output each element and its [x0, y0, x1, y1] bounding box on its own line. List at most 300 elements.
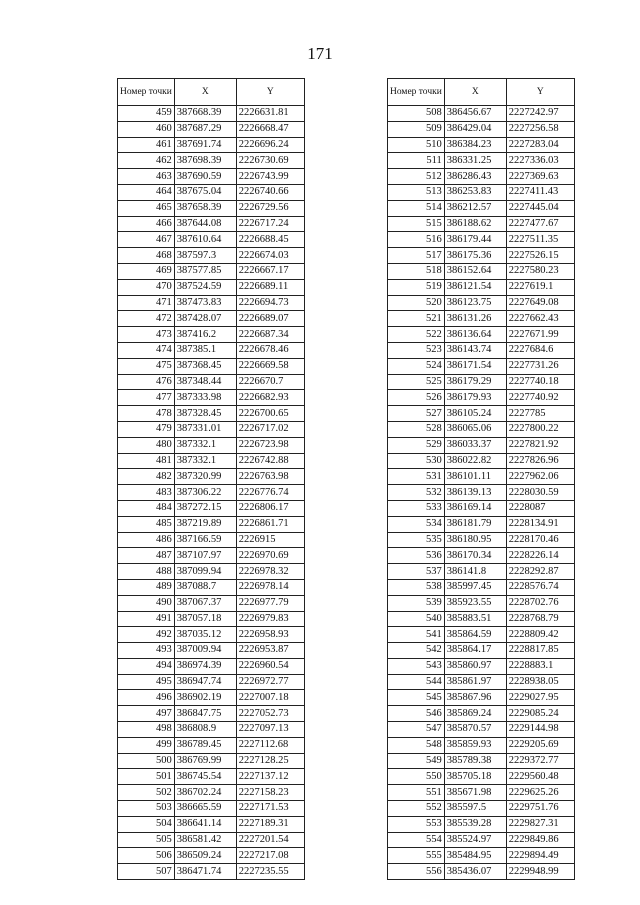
x-coordinate-cell: 387099.94 [174, 564, 236, 580]
point-number-cell: 487 [118, 548, 175, 564]
y-coordinate-cell: 2229144.98 [506, 722, 574, 738]
point-number-cell: 473 [118, 327, 175, 343]
table-row [388, 342, 575, 358]
point-number-cell: 523 [388, 342, 445, 358]
y-coordinate-cell: 2227336.03 [506, 153, 574, 169]
table-row [388, 816, 575, 832]
point-number-cell: 502 [118, 785, 175, 801]
y-coordinate-cell: 2228170.46 [506, 532, 574, 548]
point-number-cell: 553 [388, 816, 445, 832]
x-coordinate-cell: 387057.18 [174, 611, 236, 627]
y-coordinate-cell: 2227137.12 [236, 769, 304, 785]
table-row [118, 216, 305, 232]
y-coordinate-cell: 2226763.98 [236, 469, 304, 485]
x-coordinate-cell: 386808.9 [174, 722, 236, 738]
point-number-cell: 472 [118, 311, 175, 327]
table-row [388, 532, 575, 548]
table-row [118, 706, 305, 722]
y-coordinate-cell: 2227962.06 [506, 469, 574, 485]
y-coordinate-cell: 2227242.97 [506, 106, 574, 122]
point-number-cell: 556 [388, 864, 445, 880]
y-coordinate-cell: 2226631.81 [236, 106, 304, 122]
point-number-cell: 506 [118, 848, 175, 864]
table-row [388, 769, 575, 785]
coordinates-table-right [387, 78, 575, 880]
x-coordinate-cell: 385597.5 [444, 801, 506, 817]
table-row [388, 611, 575, 627]
table-row [388, 263, 575, 279]
point-number-cell: 461 [118, 137, 175, 153]
table-row [118, 848, 305, 864]
y-coordinate-cell: 2228809.42 [506, 627, 574, 643]
table-row [388, 627, 575, 643]
point-number-cell: 552 [388, 801, 445, 817]
y-coordinate-cell: 2226743.99 [236, 169, 304, 185]
point-number-cell: 543 [388, 658, 445, 674]
point-number-cell: 521 [388, 311, 445, 327]
table-row [118, 753, 305, 769]
x-coordinate-cell: 387691.74 [174, 137, 236, 153]
x-coordinate-cell: 386101.11 [444, 469, 506, 485]
point-number-cell: 524 [388, 358, 445, 374]
point-number-cell: 510 [388, 137, 445, 153]
point-number-cell: 464 [118, 184, 175, 200]
table-row [118, 200, 305, 216]
x-coordinate-cell: 386212.57 [444, 200, 506, 216]
x-coordinate-cell: 386179.29 [444, 374, 506, 390]
x-coordinate-cell: 387088.7 [174, 579, 236, 595]
y-coordinate-cell: 2226687.34 [236, 327, 304, 343]
table-row [388, 564, 575, 580]
x-coordinate-cell: 387428.07 [174, 311, 236, 327]
x-coordinate-cell: 387698.39 [174, 153, 236, 169]
y-coordinate-cell: 2227369.63 [506, 169, 574, 185]
table-row [118, 232, 305, 248]
y-coordinate-cell: 2227684.6 [506, 342, 574, 358]
y-coordinate-cell: 2228292.87 [506, 564, 574, 580]
point-number-cell: 491 [118, 611, 175, 627]
y-coordinate-cell: 2226960.54 [236, 658, 304, 674]
table-row [388, 232, 575, 248]
x-coordinate-cell: 386136.64 [444, 327, 506, 343]
x-coordinate-cell: 387306.22 [174, 485, 236, 501]
y-coordinate-cell: 2228226.14 [506, 548, 574, 564]
y-coordinate-cell: 2226689.07 [236, 311, 304, 327]
point-number-cell: 522 [388, 327, 445, 343]
table-row [388, 832, 575, 848]
point-number-cell: 490 [118, 595, 175, 611]
coordinates-body-right [388, 106, 575, 880]
point-number-cell: 503 [118, 801, 175, 817]
point-number-cell: 528 [388, 421, 445, 437]
x-coordinate-cell: 386471.74 [174, 864, 236, 880]
y-coordinate-cell: 2226958.93 [236, 627, 304, 643]
x-coordinate-cell: 386902.19 [174, 690, 236, 706]
x-coordinate-cell: 386139.13 [444, 485, 506, 501]
x-coordinate-cell: 387333.98 [174, 390, 236, 406]
table-row [388, 595, 575, 611]
table-row [118, 153, 305, 169]
point-number-cell: 498 [118, 722, 175, 738]
table-row [388, 121, 575, 137]
x-coordinate-cell: 386384.23 [444, 137, 506, 153]
point-number-cell: 483 [118, 485, 175, 501]
point-number-cell: 460 [118, 121, 175, 137]
header-point-number: Номер точки [118, 79, 175, 106]
table-row [118, 579, 305, 595]
table-row [118, 816, 305, 832]
point-number-cell: 531 [388, 469, 445, 485]
y-coordinate-cell: 2227097.13 [236, 722, 304, 738]
y-coordinate-cell: 2227256.58 [506, 121, 574, 137]
x-coordinate-cell: 387610.64 [174, 232, 236, 248]
table-row [388, 785, 575, 801]
point-number-cell: 515 [388, 216, 445, 232]
x-coordinate-cell: 387577.85 [174, 263, 236, 279]
table-row [388, 453, 575, 469]
point-number-cell: 463 [118, 169, 175, 185]
point-number-cell: 537 [388, 564, 445, 580]
x-coordinate-cell: 386769.99 [174, 753, 236, 769]
point-number-cell: 517 [388, 248, 445, 264]
y-coordinate-cell: 2226694.73 [236, 295, 304, 311]
table-row [118, 390, 305, 406]
point-number-cell: 471 [118, 295, 175, 311]
point-number-cell: 467 [118, 232, 175, 248]
y-coordinate-cell: 2227158.23 [236, 785, 304, 801]
x-coordinate-cell: 385705.18 [444, 769, 506, 785]
x-coordinate-cell: 387690.59 [174, 169, 236, 185]
x-coordinate-cell: 387331.01 [174, 421, 236, 437]
y-coordinate-cell: 2226740.66 [236, 184, 304, 200]
x-coordinate-cell: 387597.3 [174, 248, 236, 264]
y-coordinate-cell: 2228883.1 [506, 658, 574, 674]
point-number-cell: 504 [118, 816, 175, 832]
table-row [118, 532, 305, 548]
y-coordinate-cell: 2226979.83 [236, 611, 304, 627]
table-row [118, 722, 305, 738]
y-coordinate-cell: 2226700.65 [236, 406, 304, 422]
y-coordinate-cell: 2227128.25 [236, 753, 304, 769]
y-coordinate-cell: 2226972.77 [236, 674, 304, 690]
point-number-cell: 516 [388, 232, 445, 248]
y-coordinate-cell: 2228938.05 [506, 674, 574, 690]
point-number-cell: 541 [388, 627, 445, 643]
table-row [388, 722, 575, 738]
x-coordinate-cell: 387668.39 [174, 106, 236, 122]
x-coordinate-cell: 386641.14 [174, 816, 236, 832]
point-number-cell: 514 [388, 200, 445, 216]
point-number-cell: 547 [388, 722, 445, 738]
table-row [388, 485, 575, 501]
x-coordinate-cell: 386286.43 [444, 169, 506, 185]
point-number-cell: 485 [118, 516, 175, 532]
y-coordinate-cell: 2229625.26 [506, 785, 574, 801]
y-coordinate-cell: 2227785 [506, 406, 574, 422]
table-row [118, 121, 305, 137]
x-coordinate-cell: 385859.93 [444, 737, 506, 753]
table-row [388, 643, 575, 659]
point-number-cell: 459 [118, 106, 175, 122]
point-number-cell: 474 [118, 342, 175, 358]
point-number-cell: 533 [388, 500, 445, 516]
point-number-cell: 519 [388, 279, 445, 295]
point-number-cell: 495 [118, 674, 175, 690]
table-row [118, 453, 305, 469]
x-coordinate-cell: 387416.2 [174, 327, 236, 343]
y-coordinate-cell: 2226978.14 [236, 579, 304, 595]
table-row [388, 295, 575, 311]
point-number-cell: 505 [118, 832, 175, 848]
x-coordinate-cell: 386429.04 [444, 121, 506, 137]
table-row [118, 421, 305, 437]
x-coordinate-cell: 386131.26 [444, 311, 506, 327]
x-coordinate-cell: 387166.59 [174, 532, 236, 548]
x-coordinate-cell: 386175.36 [444, 248, 506, 264]
table-row [118, 485, 305, 501]
y-coordinate-cell: 2227445.04 [506, 200, 574, 216]
table-row [388, 674, 575, 690]
y-coordinate-cell: 2226806.17 [236, 500, 304, 516]
point-number-cell: 462 [118, 153, 175, 169]
table-row [388, 311, 575, 327]
y-coordinate-cell: 2226970.69 [236, 548, 304, 564]
table-row [388, 406, 575, 422]
y-coordinate-cell: 2227821.92 [506, 437, 574, 453]
header-y: Y [506, 79, 574, 106]
table-row [118, 327, 305, 343]
table-row [118, 548, 305, 564]
table-row [388, 864, 575, 880]
point-number-cell: 488 [118, 564, 175, 580]
x-coordinate-cell: 386141.8 [444, 564, 506, 580]
point-number-cell: 525 [388, 374, 445, 390]
point-number-cell: 480 [118, 437, 175, 453]
point-number-cell: 486 [118, 532, 175, 548]
x-coordinate-cell: 385671.98 [444, 785, 506, 801]
table-row [388, 548, 575, 564]
point-number-cell: 530 [388, 453, 445, 469]
table-row [388, 169, 575, 185]
x-coordinate-cell: 385867.96 [444, 690, 506, 706]
table-header-row [118, 79, 305, 106]
point-number-cell: 546 [388, 706, 445, 722]
point-number-cell: 479 [118, 421, 175, 437]
x-coordinate-cell: 387107.97 [174, 548, 236, 564]
x-coordinate-cell: 385864.59 [444, 627, 506, 643]
point-number-cell: 520 [388, 295, 445, 311]
x-coordinate-cell: 386188.62 [444, 216, 506, 232]
y-coordinate-cell: 2227052.73 [236, 706, 304, 722]
table-row [388, 200, 575, 216]
x-coordinate-cell: 385860.97 [444, 658, 506, 674]
x-coordinate-cell: 385864.17 [444, 643, 506, 659]
point-number-cell: 513 [388, 184, 445, 200]
y-coordinate-cell: 2227217.08 [236, 848, 304, 864]
table-row [118, 406, 305, 422]
table-row [118, 500, 305, 516]
y-coordinate-cell: 2227826.96 [506, 453, 574, 469]
header-y: Y [236, 79, 304, 106]
x-coordinate-cell: 387332.1 [174, 453, 236, 469]
x-coordinate-cell: 387524.59 [174, 279, 236, 295]
table-row [388, 500, 575, 516]
point-number-cell: 466 [118, 216, 175, 232]
x-coordinate-cell: 387328.45 [174, 406, 236, 422]
x-coordinate-cell: 385869.24 [444, 706, 506, 722]
point-number-cell: 499 [118, 737, 175, 753]
point-number-cell: 549 [388, 753, 445, 769]
table-row [118, 832, 305, 848]
y-coordinate-cell: 2228768.79 [506, 611, 574, 627]
point-number-cell: 507 [118, 864, 175, 880]
table-row [388, 848, 575, 864]
table-row [118, 516, 305, 532]
x-coordinate-cell: 387473.83 [174, 295, 236, 311]
x-coordinate-cell: 386331.25 [444, 153, 506, 169]
table-row [118, 690, 305, 706]
table-row [118, 358, 305, 374]
point-number-cell: 494 [118, 658, 175, 674]
point-number-cell: 555 [388, 848, 445, 864]
point-number-cell: 518 [388, 263, 445, 279]
x-coordinate-cell: 387687.29 [174, 121, 236, 137]
point-number-cell: 534 [388, 516, 445, 532]
y-coordinate-cell: 2228134.91 [506, 516, 574, 532]
point-number-cell: 465 [118, 200, 175, 216]
table-row [388, 390, 575, 406]
table-row [118, 864, 305, 880]
y-coordinate-cell: 2226667.17 [236, 263, 304, 279]
y-coordinate-cell: 2227477.67 [506, 216, 574, 232]
point-number-cell: 544 [388, 674, 445, 690]
point-number-cell: 478 [118, 406, 175, 422]
table-row [388, 358, 575, 374]
point-number-cell: 482 [118, 469, 175, 485]
point-number-cell: 476 [118, 374, 175, 390]
point-number-cell: 554 [388, 832, 445, 848]
table-row [118, 564, 305, 580]
point-number-cell: 539 [388, 595, 445, 611]
point-number-cell: 477 [118, 390, 175, 406]
y-coordinate-cell: 2229948.99 [506, 864, 574, 880]
table-row [118, 137, 305, 153]
y-coordinate-cell: 2227411.43 [506, 184, 574, 200]
y-coordinate-cell: 2226729.56 [236, 200, 304, 216]
x-coordinate-cell: 385861.97 [444, 674, 506, 690]
y-coordinate-cell: 2226723.98 [236, 437, 304, 453]
y-coordinate-cell: 2227235.55 [236, 864, 304, 880]
table-row [388, 374, 575, 390]
table-row [118, 295, 305, 311]
y-coordinate-cell: 2229827.31 [506, 816, 574, 832]
point-number-cell: 469 [118, 263, 175, 279]
header-x: X [174, 79, 236, 106]
x-coordinate-cell: 385997.45 [444, 579, 506, 595]
point-number-cell: 481 [118, 453, 175, 469]
y-coordinate-cell: 2227649.08 [506, 295, 574, 311]
y-coordinate-cell: 2227800.22 [506, 421, 574, 437]
point-number-cell: 493 [118, 643, 175, 659]
y-coordinate-cell: 2226953.87 [236, 643, 304, 659]
table-row [388, 516, 575, 532]
y-coordinate-cell: 2229205.69 [506, 737, 574, 753]
x-coordinate-cell: 386789.45 [174, 737, 236, 753]
x-coordinate-cell: 387009.94 [174, 643, 236, 659]
table-row [388, 279, 575, 295]
x-coordinate-cell: 387067.37 [174, 595, 236, 611]
point-number-cell: 489 [118, 579, 175, 595]
x-coordinate-cell: 386152.64 [444, 263, 506, 279]
y-coordinate-cell: 2228087 [506, 500, 574, 516]
y-coordinate-cell: 2229372.77 [506, 753, 574, 769]
table-row [388, 658, 575, 674]
table-row [118, 342, 305, 358]
y-coordinate-cell: 2227283.04 [506, 137, 574, 153]
x-coordinate-cell: 386509.24 [174, 848, 236, 864]
point-number-cell: 536 [388, 548, 445, 564]
point-number-cell: 532 [388, 485, 445, 501]
x-coordinate-cell: 386143.74 [444, 342, 506, 358]
y-coordinate-cell: 2227740.18 [506, 374, 574, 390]
point-number-cell: 492 [118, 627, 175, 643]
x-coordinate-cell: 385484.95 [444, 848, 506, 864]
x-coordinate-cell: 386171.54 [444, 358, 506, 374]
y-coordinate-cell: 2226915 [236, 532, 304, 548]
x-coordinate-cell: 386665.59 [174, 801, 236, 817]
x-coordinate-cell: 386745.54 [174, 769, 236, 785]
x-coordinate-cell: 386022.82 [444, 453, 506, 469]
table-row [118, 769, 305, 785]
x-coordinate-cell: 386974.39 [174, 658, 236, 674]
y-coordinate-cell: 2226742.88 [236, 453, 304, 469]
table-row [388, 753, 575, 769]
point-number-cell: 535 [388, 532, 445, 548]
x-coordinate-cell: 387219.89 [174, 516, 236, 532]
table-row [388, 153, 575, 169]
x-coordinate-cell: 386179.93 [444, 390, 506, 406]
x-coordinate-cell: 387368.45 [174, 358, 236, 374]
table-row [118, 611, 305, 627]
table-row [118, 169, 305, 185]
x-coordinate-cell: 386702.24 [174, 785, 236, 801]
y-coordinate-cell: 2227171.53 [236, 801, 304, 817]
y-coordinate-cell: 2227731.26 [506, 358, 574, 374]
y-coordinate-cell: 2229894.49 [506, 848, 574, 864]
x-coordinate-cell: 385436.07 [444, 864, 506, 880]
point-number-cell: 527 [388, 406, 445, 422]
table-row [118, 469, 305, 485]
y-coordinate-cell: 2226717.02 [236, 421, 304, 437]
header-x: X [444, 79, 506, 106]
y-coordinate-cell: 2227007.18 [236, 690, 304, 706]
table-row [118, 184, 305, 200]
x-coordinate-cell: 386947.74 [174, 674, 236, 690]
table-row [118, 279, 305, 295]
x-coordinate-cell: 387348.44 [174, 374, 236, 390]
point-number-cell: 538 [388, 579, 445, 595]
table-row [118, 674, 305, 690]
x-coordinate-cell: 386170.34 [444, 548, 506, 564]
x-coordinate-cell: 387272.15 [174, 500, 236, 516]
x-coordinate-cell: 387385.1 [174, 342, 236, 358]
x-coordinate-cell: 386581.42 [174, 832, 236, 848]
table-row [118, 106, 305, 122]
y-coordinate-cell: 2226668.47 [236, 121, 304, 137]
y-coordinate-cell: 2227662.43 [506, 311, 574, 327]
point-number-cell: 484 [118, 500, 175, 516]
y-coordinate-cell: 2229560.48 [506, 769, 574, 785]
